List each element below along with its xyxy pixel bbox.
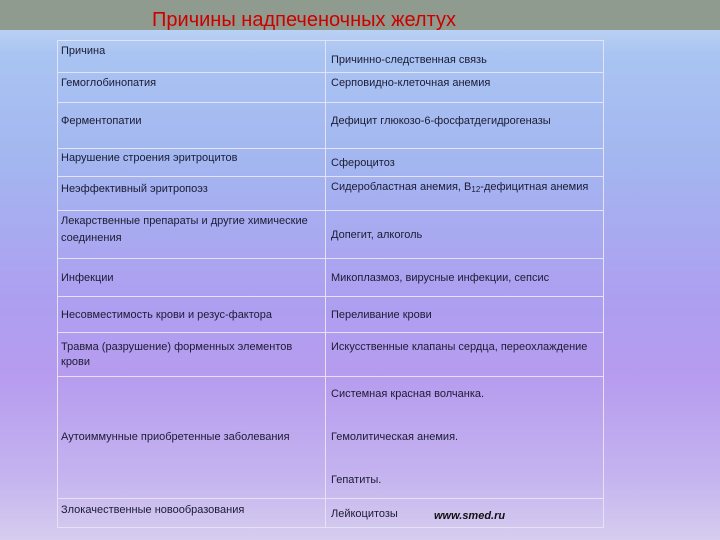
relationship-cell: Микоплазмоз, вирусные инфекции, сепсис [331,272,550,284]
row-divider [57,258,604,259]
relationship-cell: Переливание крови [331,309,432,321]
cause-cell: Инфекции [61,272,114,284]
cause-cell: Гемоглобинопатия [61,77,157,89]
row-divider [57,176,604,177]
relationship-cell: Гепатиты. [331,474,382,486]
slide-title: Причины надпеченочных желтух [152,9,456,31]
header-relationship: Причинно-следственная связь [331,54,487,66]
cause-cell: Лекарственные препараты и другие химические соединения [61,215,308,244]
cause-cell: Злокачественные новообразования [61,504,245,516]
table-border-bottom [57,527,604,528]
relationship-cell: Лейкоцитозы [331,508,398,520]
row-divider [57,72,604,73]
relationship-cell: Допегит, алкоголь [331,229,423,241]
table-border-right [603,40,604,528]
cause-cell: Несовместимость крови и резус-фактора [61,309,273,321]
relationship-cell: Системная красная волчанка. [331,388,485,400]
row-divider [57,376,604,377]
cause-cell: Ферментопатии [61,115,142,127]
relationship-cell: Дефицит глюкозо-6-фосфатдегидрогеназы [331,115,551,127]
table-border-top [57,40,604,41]
relationship-cell: Гемолитическая анемия. [331,431,459,443]
cause-cell: Нарушение строения эритроцитов [61,152,238,164]
row-divider [57,332,604,333]
relationship-cell: Сфероцитоз [331,157,395,169]
header-cause: Причина [61,45,106,57]
relationship-cell: Искусственные клапаны сердца, переохлаждение [331,341,588,353]
row-divider [57,148,604,149]
row-divider [57,210,604,211]
relationship-cell-b12: Сидеробластная анемия, $B_{12}$-дефицитная анемия [331,181,589,194]
row-divider [57,102,604,103]
causes-table [57,40,604,528]
table-border-left [57,40,58,528]
website-link[interactable]: www.smed.ru [434,510,506,522]
relationship-cell: Серповидно-клеточная анемия [331,77,491,89]
cause-cell: Травма (разрушение) форменных элементов крови [61,341,293,368]
row-divider [57,498,604,499]
cause-cell: Аутоиммунные приобретенные заболевания [61,431,290,443]
cause-cell: Неэффективный эритропоэз [61,183,208,195]
row-divider [57,296,604,297]
column-divider [325,40,326,528]
